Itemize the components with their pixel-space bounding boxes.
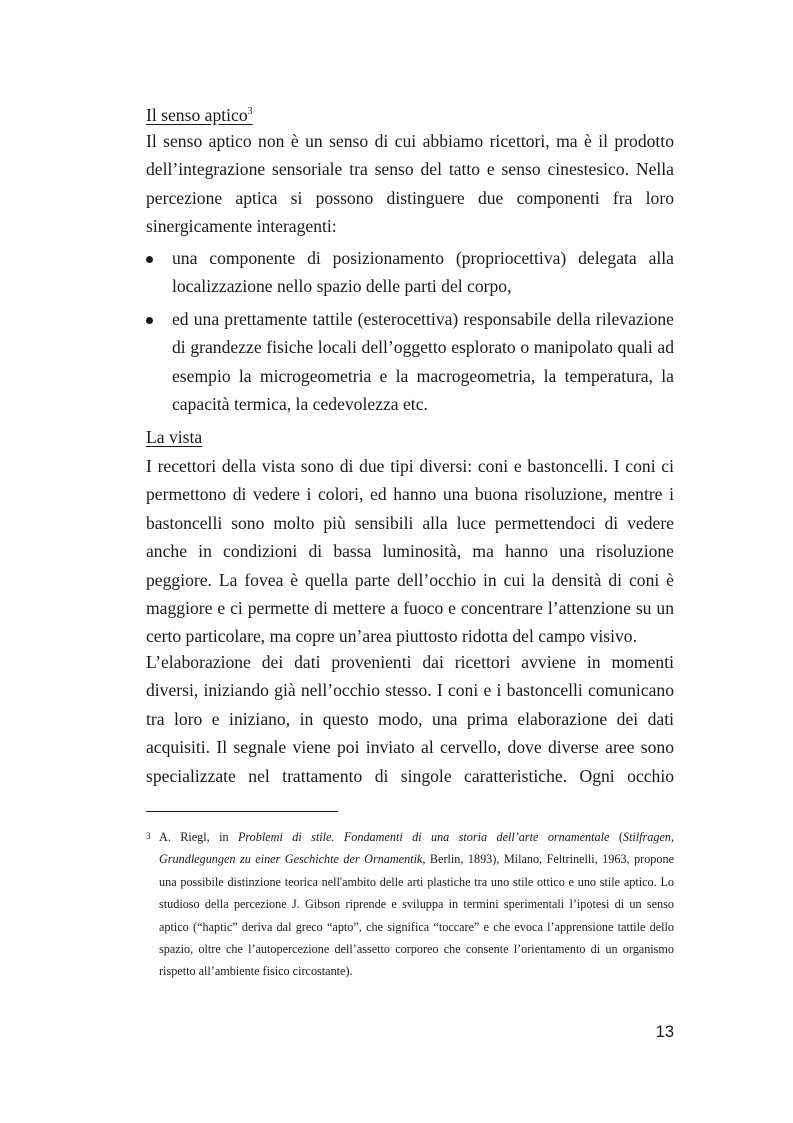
list-item-text: una componente di posizionamento (propriocettiva) delegata alla localizzazione nello spazio delle parti del corpo, [172,248,674,297]
footnote-text: A. Riegl, in Problemi di stile. Fondamenti di una storia dell’arte ornamentale (Stilfragen, Grundlegungen zu einer Geschichte der Ornamentik, Berlin, 1893), Milano, Feltrinelli, 1963, propone una possibile distinzione teorica nell'ambito delle arti plastiche tra uno stile ottico e uno stile aptico. Lo studioso della percezione J. Gibson riprende e sviluppa in termini sperimentali l’ipotesi di un senso aptico (“haptic” deriva dal greco “apto”, che significa “toccare” e che evoca l’apprensione tattile dello spazio, oltre che l’autopercezione dell’assetto corporeo che consente l’orientamento di un organismo rispetto all’ambiente fisico circostante). [159,830,675,979]
paragraph-vista-2: L’elaborazione dei dati provenienti dai ricettori avviene in momenti diversi, iniziando già nell’occhio stesso. I coni e i bastoncelli comunicano tra loro e iniziano, in questo modo, una prima elaborazione dei dati acquisiti. Il segnale viene poi inviato al cervello, dove diverse aree sono specializzate nel trattamento di singole caratteristiche. Ogni occhio [146,652,674,786]
footnote-number: 3 [146,831,151,841]
bullet-icon [146,256,153,263]
footnote [146,826,674,983]
page-number: 13 [655,1023,674,1041]
paragraph-intro: Il senso aptico non è un senso di cui abbiamo ricettori, ma è il prodotto dell’integrazione sensoriale tra senso del tatto e senso cinestesico. Nella percezione aptica si possono distinguere due componenti fra loro sinergicamente interagenti: [146,131,674,237]
paragraph-vista-1: I recettori della vista sono di due tipi diversi: coni e bastoncelli. I coni ci permettono di vedere i colori, ed hanno una buona risoluzione, mentre i bastoncelli sono molto più sensibili alla luce permettendoci di vedere anche in condizioni di bassa luminosità, ma hanno una risoluzione peggiore. La fovea è quella parte dell’occhio in cui la densità di coni è maggiore e ci permette di mettere a fuoco e concentrare l’attenzione su un certo particolare, ma copre un’area piuttosto ridotta del campo visivo. [146,456,674,647]
list-item [146,305,674,419]
list-item [146,244,674,301]
bullet-icon [146,317,153,324]
cited-title-italian: Problemi di stile. Fondamenti di una storia dell’arte ornamentale [237,830,610,844]
section-heading-la-vista: La vista [146,427,203,447]
list-item-text: ed una prettamente tattile (esterocettiva) responsabile della rilevazione di grandezze fisiche locali dell’oggetto esplorato o manipolato quali ad esempio la microgeometria e la macrogeometria, la temperatura, la capacità termica, la cedevolezza etc. [172,308,674,415]
bullet-list [146,244,674,422]
cited-title-german: Stilfragen, Grundlegungen zu einer Geschichte der Ornamentik [159,830,675,867]
section-heading-senso-aptico [146,98,674,129]
heading-text: Il senso aptico [146,105,248,125]
footnote-reference[interactable]: 3 [247,106,253,117]
footnote-separator [146,811,338,812]
